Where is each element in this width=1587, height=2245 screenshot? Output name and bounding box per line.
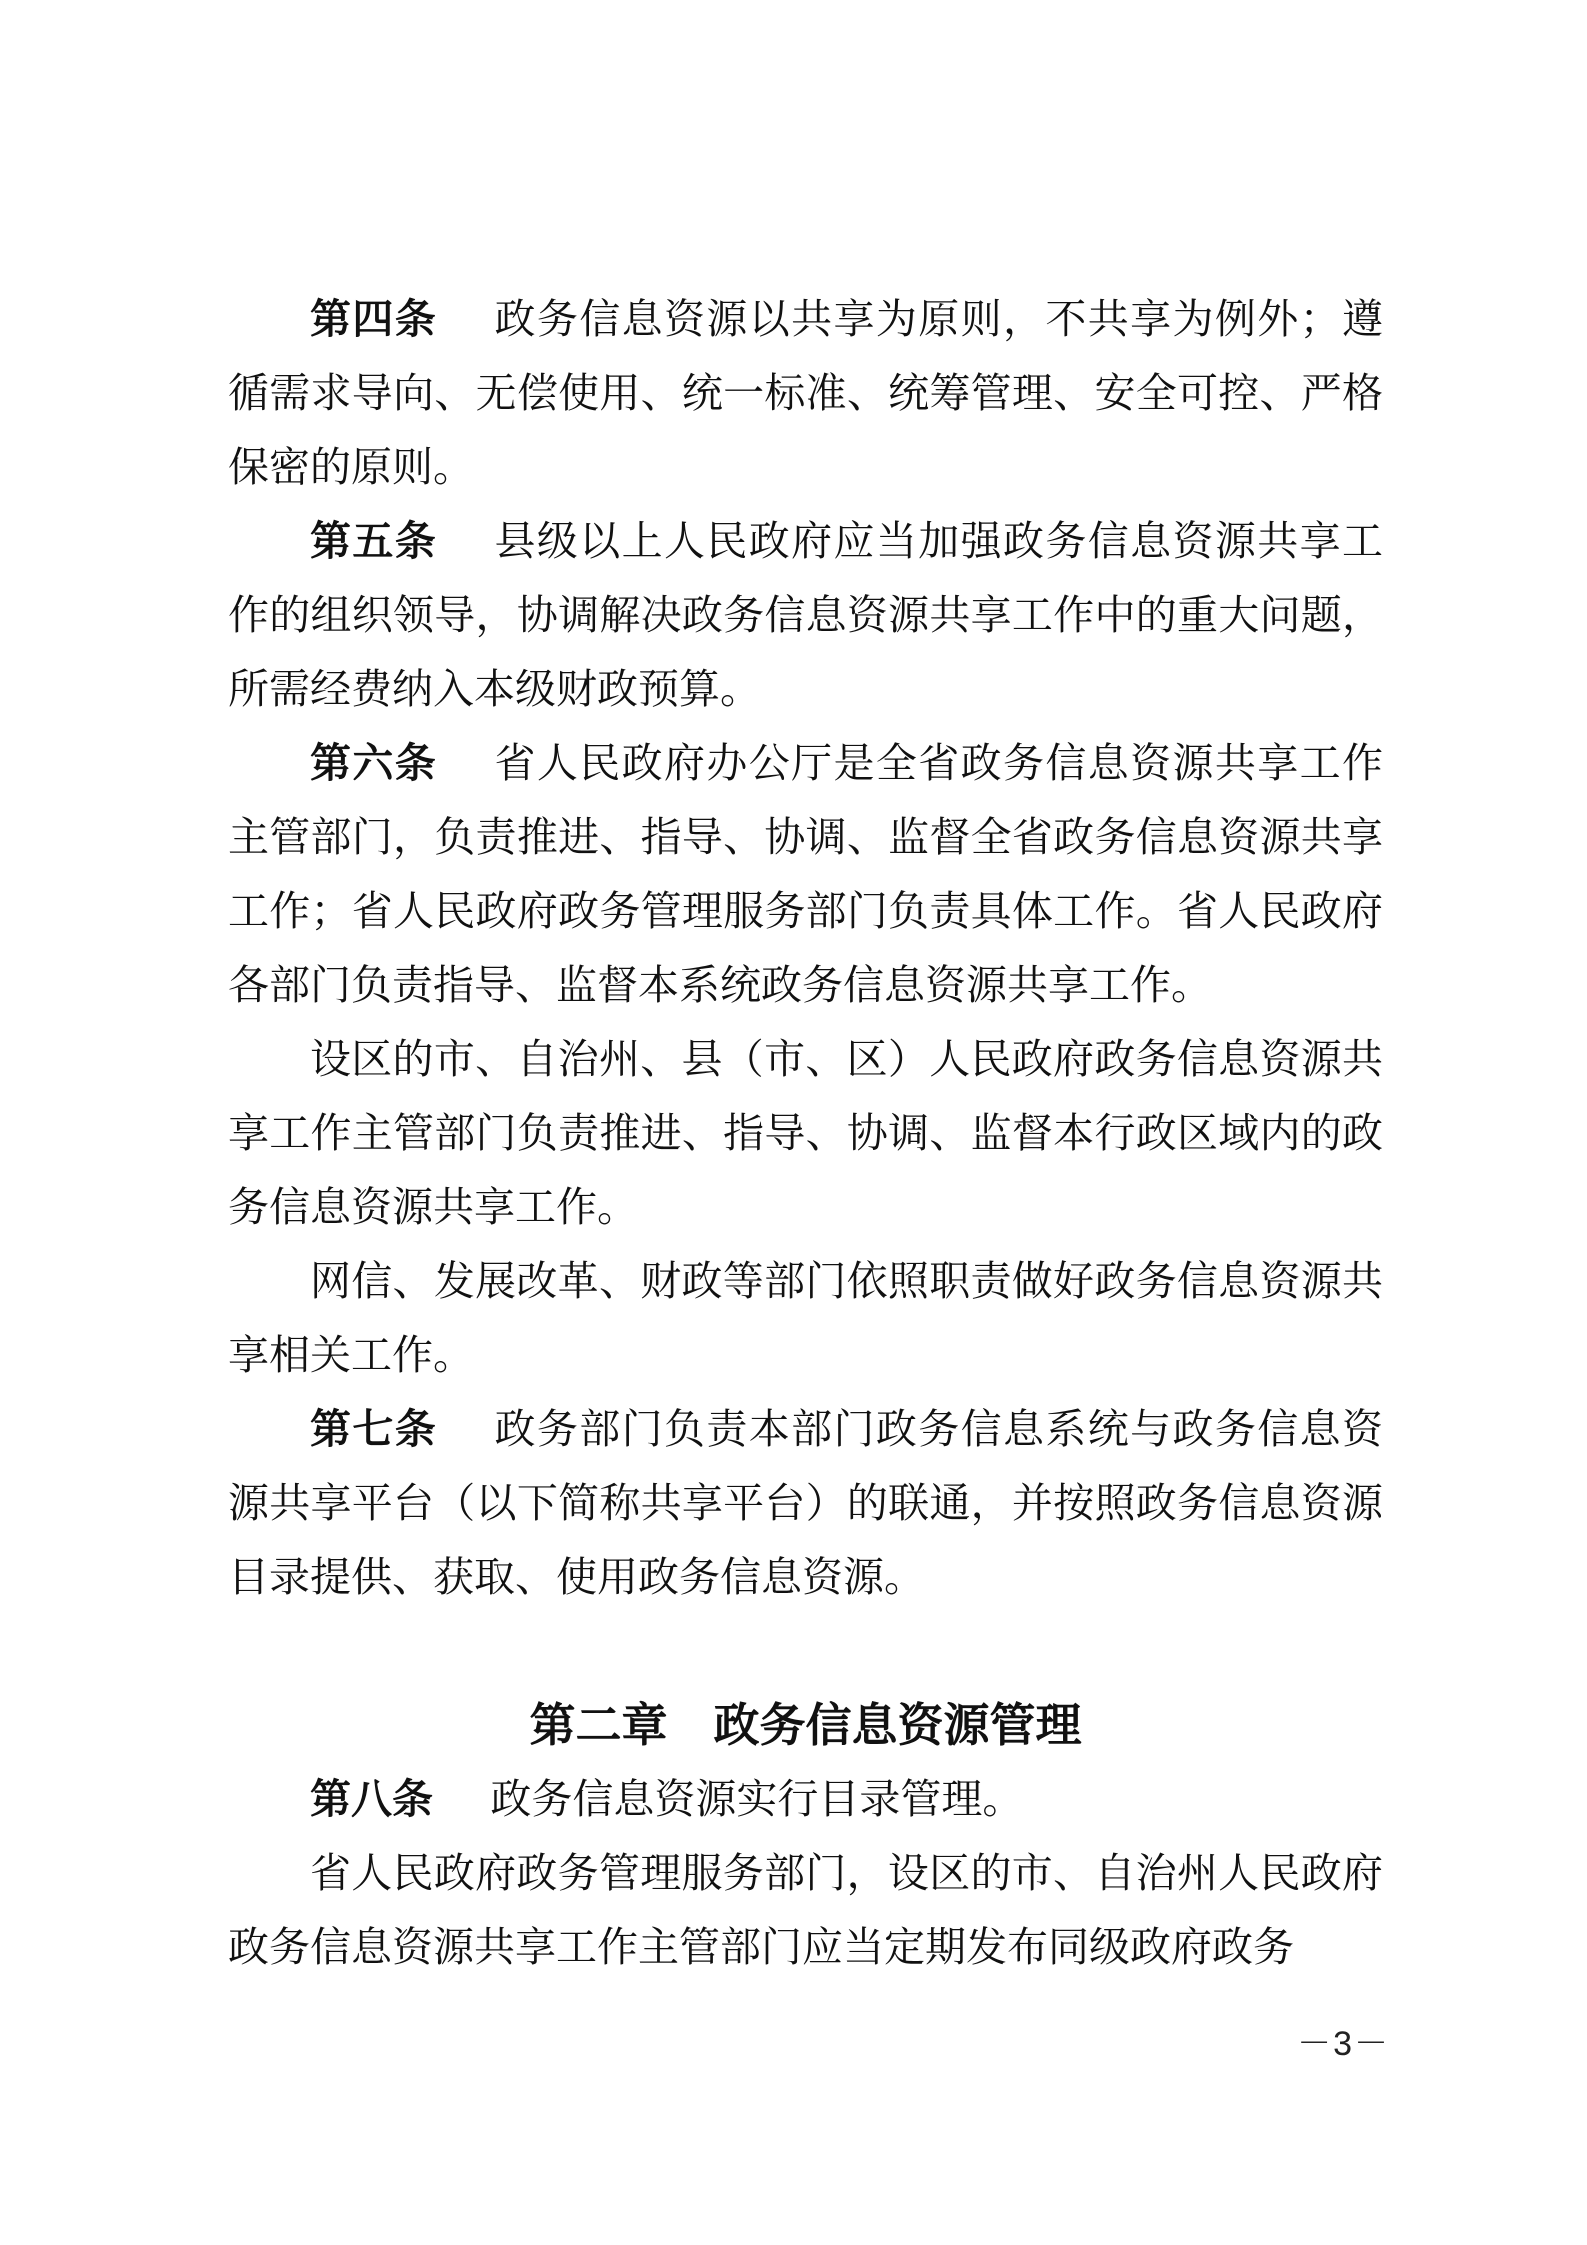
paragraph-text: 政务信息资源以共享为原则，不共享为例外；遵循需求导向、无偿使用、统一标准、统筹管理、安全可控、严格保密的原则。 <box>228 296 1383 490</box>
article-paragraph <box>228 1022 1383 1244</box>
article-number: 第四条 <box>310 296 438 342</box>
article-paragraph <box>228 1392 1383 1614</box>
page-number: －3－ <box>1297 2025 1390 2063</box>
paragraph-text: 政务部门负责本部门政务信息系统与政务信息资源共享平台（以下简称共享平台）的联通，并按照政务信息资源目录提供、获取、使用政务信息资源。 <box>228 1406 1383 1600</box>
article-number: 第八条 <box>310 1776 433 1822</box>
article-paragraph <box>228 1244 1383 1392</box>
paragraph-text: 设区的市、自治州、县（市、区）人民政府政务信息资源共享工作主管部门负责推进、指导、协调、监督本行政区域内的政务信息资源共享工作。 <box>228 1036 1383 1230</box>
paragraph-text: 网信、发展改革、财政等部门依照职责做好政务信息资源共享相关工作。 <box>228 1258 1383 1378</box>
article-paragraph <box>228 282 1383 504</box>
article-paragraph <box>228 504 1383 726</box>
paragraph-text: 省人民政府政务管理服务部门，设区的市、自治州人民政府政务信息资源共享工作主管部门应当定期发布同级政府政务 <box>228 1850 1383 1970</box>
paragraph-text: 县级以上人民政府应当加强政务信息资源共享工作的组织领导，协调解决政务信息资源共享工作中的重大问题，所需经费纳入本级财政预算。 <box>228 518 1383 712</box>
paragraph-text: 省人民政府办公厅是全省政务信息资源共享工作主管部门，负责推进、指导、协调、监督全省政务信息资源共享工作；省人民政府政务管理服务部门负责具体工作。省人民政府各部门负责指导、监督本系统政务信息资源共享工作。 <box>228 740 1383 1008</box>
article-number: 第六条 <box>310 740 438 786</box>
article-paragraph <box>228 1762 1383 1836</box>
document-body <box>228 282 1383 1984</box>
chapter-heading: 第二章 政务信息资源管理 <box>529 1699 1082 1751</box>
article-number: 第七条 <box>310 1406 438 1452</box>
article-number: 第五条 <box>310 518 438 564</box>
article-paragraph <box>228 726 1383 1022</box>
paragraph-text: 政务信息资源实行目录管理。 <box>490 1776 1024 1822</box>
article-paragraph <box>228 1836 1383 1984</box>
